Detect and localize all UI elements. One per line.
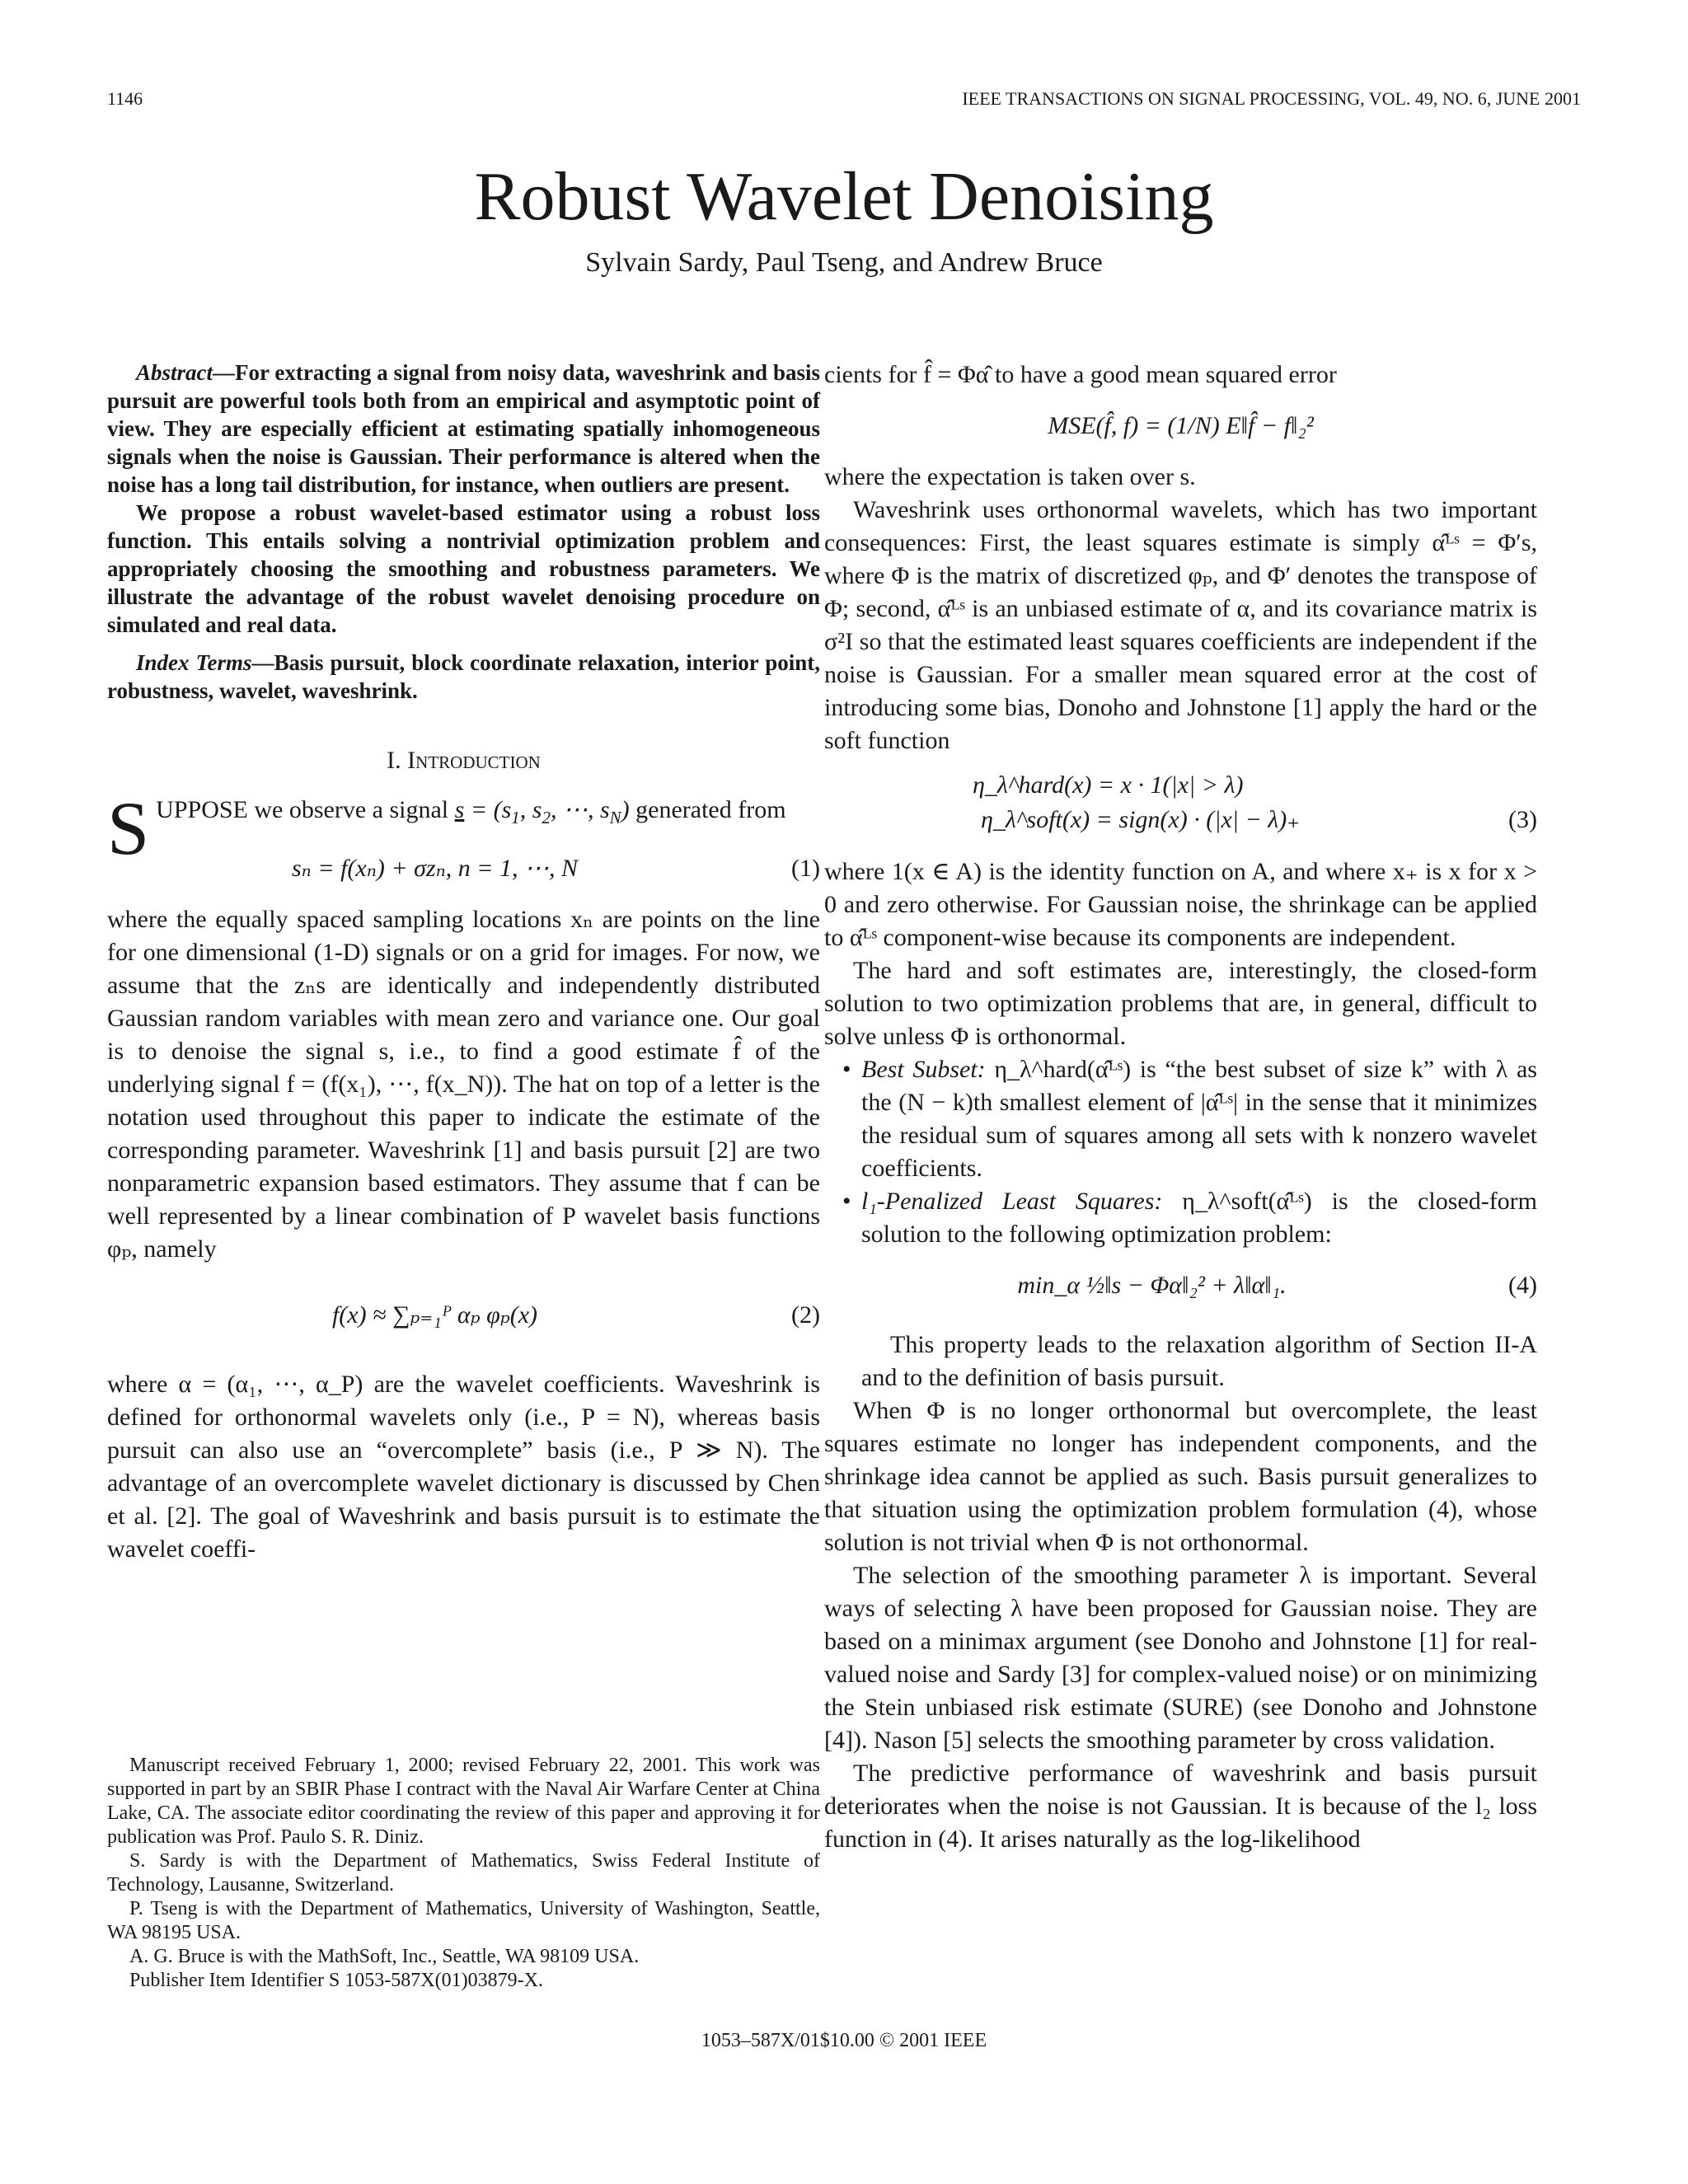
left-column — [107, 359, 820, 1566]
equation-1 — [107, 844, 820, 893]
footnote-sardy: S. Sardy is with the Department of Mathematics, Swiss Federal Institute of Technology, Lausanne, Switzerland. — [107, 1850, 820, 1896]
right-paragraph-6: When Φ is no longer orthonormal but overcomplete, the least squares estimate no longer has independent components, and the shrinkage idea cannot be applied as such. Basis pursuit generalizes to that situation using the optimization problem formulation (4), whose solution is not trivial when Φ is not orthonormal. — [824, 1397, 1537, 1556]
equation-4 — [824, 1261, 1537, 1319]
equation-3-hard: η_λ^hard(x) = x · 1(|x| > λ) — [973, 771, 1244, 799]
equation-3 — [824, 767, 1537, 846]
abstract-text: For extracting a signal from noisy data, waveshrink and basis pursuit are powerful tools both from an empirical and asymptotic point of view. They are especially efficient at estimating spatially inhomogeneous signals when the noise is Gaussian. Their performance is altered when the noise has a long tail distribution, for instance, when outliers are present. — [107, 360, 820, 497]
bullet-dot: • — [842, 1056, 851, 1083]
abstract-paragraph-2: We propose a robust wavelet-based estimator using a robust loss function. This entails solving a nontrivial optimization problem and appropriately choosing the smoothing and robustness parameters. We illustrate the advantage of the robust wavelet denoising procedure on simulated and real data. — [107, 500, 820, 637]
equation-3-number: (3) — [1508, 806, 1537, 833]
index-terms-label: Index Terms — [136, 650, 252, 675]
equation-2-body: f(x) ≈ ∑ₚ₌₁ᴾ αₚ φₚ(x) — [331, 1301, 538, 1329]
section-heading-introduction — [107, 744, 820, 777]
footnote-manuscript: Manuscript received February 1, 2000; revised February 22, 2001. This work was supported in part by an SBIR Phase I contract with the Naval Air Warfare Center at China Lake, CA. The associate editor coordinating the review of this paper and approving it for publication was Prof. Paulo S. R. Diniz. — [107, 1755, 820, 1848]
right-paragraph-2: where the expectation is taken over s. — [824, 463, 1196, 490]
bullet-after-text: This property leads to the relaxation algorithm of Section II-A and to the definition of basis pursuit. — [861, 1331, 1537, 1391]
equation-4-number: (4) — [1508, 1272, 1537, 1299]
copyright-footer: 1053–587X/01$10.00 © 2001 IEEE — [701, 2030, 987, 2051]
right-column — [824, 359, 1537, 1856]
bullet-best-subset — [824, 1053, 1537, 1185]
equation-1-body: sₙ = f(xₙ) + σzₙ, n = 1, ⋯, N — [292, 855, 578, 882]
intro-paragraph-1: SUPPOSE we observe a signal $s = (s_1$, $s_2$, ⋯, $s_N$) generated from — [107, 786, 786, 870]
section-numeral: I. — [387, 747, 401, 774]
right-paragraph-1: cients for f̂ = Φα̂ to have a good mean squared error — [824, 361, 1337, 388]
footnote-publisher-id: Publisher Item Identifier S 1053-587X(01)03879-X. — [129, 1970, 543, 1991]
footnote-tseng: P. Tseng is with the Department of Mathematics, University of Washington, Seattle, WA 98195 USA. — [107, 1898, 820, 1943]
page-number: 1146 — [107, 88, 143, 109]
right-paragraph-7: The selection of the smoothing parameter λ is important. Several ways of selecting λ have been proposed for Gaussian noise. They are based on a minimax argument (see Donoho and Johnstone [1] for real-valued noise and Sardy [3] for complex-valued noise) or on minimizing the Stein unbiased risk estimate (SURE) (see Donoho and Johnstone [4]). Nason [5] selects the smoothing parameter by cross validation. — [824, 1562, 1537, 1754]
bullet-l1-penalized — [824, 1185, 1537, 1251]
bullet-best-subset-label: Best Subset: — [861, 1056, 986, 1083]
drop-cap: S — [107, 786, 150, 870]
footnotes — [107, 1754, 820, 1993]
bullet-best-subset-text: η_λ^hard(α̂ᴸˢ) is “the best subset of size k” with λ as the (N − k)th smallest element of |α̂ᴸˢ| in the sense that it minimizes the residual sum of squares among all sets with k nonzero wavelet coefficients. — [861, 1056, 1537, 1182]
index-terms: Index Terms—Basis pursuit, block coordinate relaxation, interior point, robustness, wavelet, waveshrink. — [107, 650, 820, 703]
journal-header: IEEE TRANSACTIONS ON SIGNAL PROCESSING, VOL. 49, NO. 6, JUNE 2001 — [962, 88, 1581, 109]
bullet-dot: • — [842, 1188, 851, 1215]
equation-2 — [107, 1276, 820, 1358]
intro-paragraph-3: where α = (α₁, ⋯, α_P) are the wavelet coefficients. Waveshrink is defined for orthonormal wavelets only (i.e., P = N), whereas basis pursuit can also use an “overcomplete” basis (i.e., P ≫ N). The advantage of an overcomplete wavelet dictionary is discussed by Chen et al. [2]. The goal of Waveshrink and basis pursuit is to estimate the wavelet coeffi- — [107, 1371, 820, 1563]
intro-p1-start: UPPOSE we observe a signal — [156, 796, 455, 823]
right-paragraph-8: The predictive performance of waveshrink and basis pursuit deteriorates when the noise is not Gaussian. It is because of the l₂ loss function in (4). It arises naturally as the log-likelihood — [824, 1760, 1537, 1853]
right-paragraph-5: The hard and soft estimates are, interestingly, the closed-form solution to two optimization problems that are, in general, difficult to solve unless Φ is orthonormal. — [824, 957, 1537, 1050]
equation-mse-body: MSE(f̂, f) = (1/N) E‖f̂ − f‖₂² — [1048, 412, 1314, 439]
equation-2-number: (2) — [791, 1301, 820, 1329]
right-paragraph-4: where 1(x ∈ A) is the identity function on A, and where x₊ is x for x > 0 and zero otherwise. For Gaussian noise, the shrinkage can be applied to α̂ᴸˢ component-wise because its components are independent. — [824, 858, 1537, 951]
bullet-l1-penalized-label: l₁-Penalized Least Squares: — [861, 1188, 1163, 1215]
index-terms-text: Basis pursuit, block coordinate relaxation, interior point, robustness, wavelet, waveshrink. — [107, 650, 820, 703]
equation-mse — [824, 401, 1537, 451]
right-paragraph-3: Waveshrink uses orthonormal wavelets, which has two important consequences: First, the least squares estimate is simply α̂ᴸˢ = Φ′s, where Φ is the matrix of discretized φₚ, and Φ′ denotes the transpose of Φ; second, α̂ᴸˢ is an unbiased estimate of α, and its covariance matrix is σ²I so that the estimated least squares coefficients are independent if the noise is Gaussian. For a smaller mean squared error at the cost of introducing some bias, Donoho and Johnstone [1] apply the hard or the soft function — [824, 496, 1537, 754]
paper-title: Robust Wavelet Denoising — [474, 158, 1214, 235]
equation-3-soft: η_λ^soft(x) = sign(x) · (|x| − λ)₊ — [981, 806, 1301, 833]
section-name: Introduction — [407, 747, 541, 774]
footnote-bruce: A. G. Bruce is with the MathSoft, Inc., Seattle, WA 98109 USA. — [129, 1946, 640, 1967]
abstract-label: Abstract — [136, 360, 213, 385]
equation-1-number: (1) — [791, 855, 820, 882]
equation-4-body: min_α ½‖s − Φα‖₂² + λ‖α‖₁. — [1017, 1272, 1287, 1299]
abstract: Abstract—For extracting a signal from noisy data, waveshrink and basis pursuit are powerful tools both from an empirical and asymptotic point of view. They are especially efficient at estimating spatially inhomogeneous signals when the noise is Gaussian. Their performance is altered when the noise has a long tail distribution, for instance, when outliers are present. — [107, 360, 820, 497]
intro-p1-end: generated from — [629, 796, 786, 823]
bullet-l1-penalized-text: η_λ^soft(α̂ᴸˢ) is the closed-form solution to the following optimization problem: — [861, 1188, 1538, 1248]
intro-paragraph-2: where the equally spaced sampling locations xₙ are points on the line for one dimensional (1-D) signals or on a grid for images. For now, we assume that the zₙs are identically and independently distributed Gaussian random variables with mean zero and variance one. Our goal is to denoise the signal s, i.e., to find a good estimate f̂ of the underlying signal f = (f(x₁), ⋯, f(x_N)). The hat on top of a letter is the notation used throughout this paper to indicate the estimate of the corresponding parameter. Waveshrink [1] and basis pursuit [2] are two nonparametric expansion based estimators. They assume that f can be well represented by a linear combination of P wavelet basis functions φₚ, namely — [107, 906, 820, 1263]
paper-authors: Sylvain Sardy, Paul Tseng, and Andrew Bruce — [585, 247, 1103, 278]
